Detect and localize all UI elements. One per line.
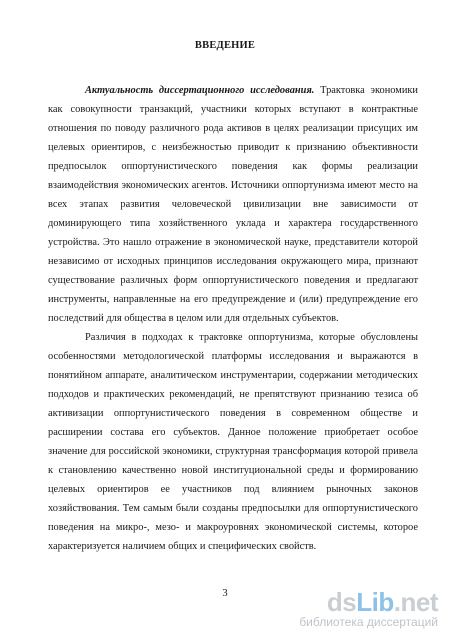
logo-part-lib: Lib [356,587,394,617]
paragraph-1 [48,81,418,328]
dslib-watermark [299,589,438,629]
logo-part-ds: ds [326,587,357,617]
dslib-logo [299,589,438,615]
paragraph-1-text: Трактовка экономики как совокупности транзакций, участники которых вступают в контрактные отношения по поводу различного рода активов в целях реализации присущих им целевых ориентиров, с неизбежностью приводит к признанию объективности предпосылок оппортунистического поведения как формы реализации взаимодействия экономических агентов. Источники оппортунизма имеют место на всех этапах развития человеческой цивилизации вне зависимости от доминирующего типа хозяйственного уклада и характера государственного устройства. Это нашло отражение в экономической науке, представители которой независимо от исходных принципов исследования окружающего мира, признают существование различных форм оппортунистического поведения и предлагают инструменты, направленные на его предупреждение и (или) предупреждение его последствий для общества в целом или для отдельных субъектов. [48,85,418,324]
paragraph-1-lead: Актуальность диссертационного исследования. [85,85,315,96]
body-text [48,81,418,556]
page-number: 3 [222,588,228,599]
logo-part-net: .net [393,587,438,617]
watermark-subtitle: библиотека диссертаций [299,615,438,629]
page-title: ВВЕДЕНИЕ [194,40,256,51]
paragraph-2: Различия в подходах к трактовке оппортунизма, которые обусловлены особенностями методологической платформы исследования и выражаются в понятийном аппарате, аналитическом инструментарии, содержании методических подходов и практических рекомендаций, не препятствуют признанию тезиса об активизации оппортунистического поведения в современном обществе и расширении состава его субъектов. Данное положение приобретает особое значение для российской экономики, структурная трансформация которой привела к становлению качественно новой институциональной среды и формированию целевых ориентиров ее участников под влиянием рыночных законов хозяйствования. Тем самым были созданы предпосылки для оппортунистического поведения на микро-, мезо- и макроуровнях экономической системы, которое характеризуется наличием общих и специфических свойств. [48,332,418,552]
